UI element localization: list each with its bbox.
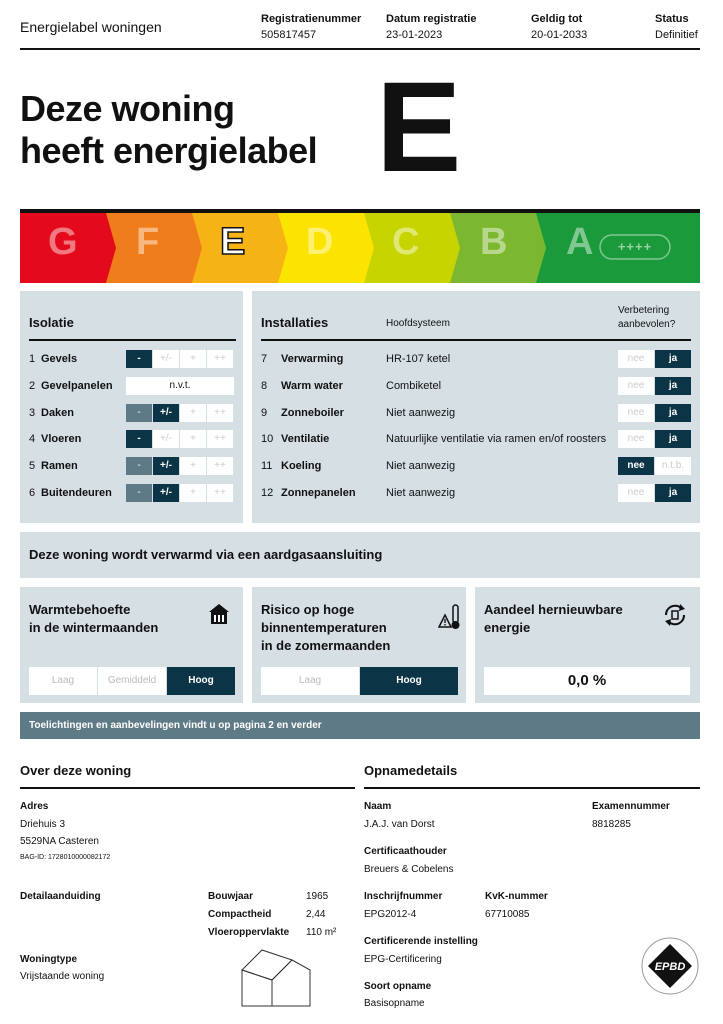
- row-label: Daken: [41, 406, 75, 419]
- kvk-value: 67710085: [485, 909, 530, 920]
- thermometer-warning-icon: [438, 603, 462, 631]
- grade-cell: ++: [207, 457, 233, 475]
- isolatie-grade-cells: [126, 457, 233, 475]
- row-label: Ventilatie: [281, 433, 330, 446]
- scale-class-c: C: [392, 221, 420, 263]
- row-number: 9: [261, 406, 268, 419]
- kvk-label: KvK-nummer: [485, 891, 548, 902]
- verbetering-option: ja: [655, 484, 691, 502]
- scale-top-rule: [20, 209, 700, 213]
- grade-cell: +/-: [153, 404, 179, 422]
- grade-cell: -: [126, 404, 152, 422]
- verbetering-option: nee: [618, 404, 654, 422]
- scale-class-b: B: [480, 221, 508, 263]
- grade-cell: -: [126, 484, 152, 502]
- certificaathouder-value: Breuers & Cobelens: [364, 864, 454, 875]
- inschrijfnummer-label: Inschrijfnummer: [364, 891, 443, 902]
- verbetering-option: ja: [655, 430, 691, 448]
- row-label: Vloeren: [41, 433, 82, 446]
- verbetering-option: ja: [655, 377, 691, 395]
- grade-cell: +/-: [153, 484, 179, 502]
- house-heat-icon: [206, 601, 232, 627]
- bag-id: BAG-ID: 1728010000082172: [20, 854, 111, 861]
- verbetering-option: nee: [618, 484, 654, 502]
- row-number: 11: [261, 460, 273, 473]
- grade-cell: +: [180, 430, 206, 448]
- soort-opname-value: Basisopname: [364, 998, 425, 1009]
- row-label: Buitendeuren: [41, 487, 112, 499]
- isolatie-grade-cells: [126, 350, 233, 368]
- installaties-panel: [252, 291, 700, 523]
- compactheid-value: 2,44: [306, 909, 326, 920]
- row-label: Zonnepanelen: [281, 487, 356, 499]
- row-number: 5: [29, 460, 36, 473]
- risico-title: Risico op hoge binnentemperaturen in de zomermaanden: [261, 602, 391, 653]
- risico-scale: [261, 667, 458, 695]
- scale-class-f: F: [136, 221, 160, 263]
- verbetering-option: nee: [618, 377, 654, 395]
- grade-cell: -: [126, 430, 152, 448]
- verbetering-option: nee: [618, 430, 654, 448]
- verbetering-option: nee: [618, 350, 654, 368]
- row-label: Verwarming: [281, 353, 344, 365]
- isolatie-rule: [29, 339, 236, 341]
- indicator-option: Laag: [29, 667, 97, 695]
- hernieuwbaar-title: Aandeel hernieuwbare energie: [484, 602, 623, 635]
- naam-value: J.A.J. van Dorst: [364, 819, 435, 830]
- verbetering-option: n.t.b.: [655, 457, 691, 475]
- renewable-cycle-icon: [661, 601, 689, 629]
- row-label: Warm water: [281, 379, 343, 392]
- verbetering-header: Verbetering aanbevolen?: [618, 305, 676, 330]
- verbetering-option: ja: [655, 404, 691, 422]
- woning-rule: [20, 787, 355, 789]
- row-label: Koeling: [281, 460, 322, 473]
- hoofdsysteem-header: Hoofdsysteem: [386, 318, 450, 329]
- verwarming-bar: Deze woning wordt verwarmd via een aardgasaansluiting: [20, 532, 700, 578]
- isolatie-title: Isolatie: [29, 315, 74, 330]
- instelling-label: Certificerende instelling: [364, 936, 478, 947]
- grade-cell: ++: [207, 350, 233, 368]
- warmtebehoefte-panel: [20, 587, 243, 703]
- bouwjaar-value: 1965: [306, 891, 329, 902]
- row-number: 12: [261, 487, 274, 499]
- row-system: Combiketel: [386, 379, 442, 392]
- isolatie-row: [29, 376, 113, 396]
- grade-cell: -: [126, 350, 152, 368]
- examennummer-value: 8818285: [592, 819, 631, 830]
- row-number: 8: [261, 379, 268, 392]
- compactheid-label: Compactheid: [208, 909, 272, 920]
- isolatie-row: [29, 456, 78, 476]
- scale-top-badge-text: ++++: [617, 239, 653, 254]
- warmtebehoefte-title: Warmtebehoefte in de wintermaanden: [29, 602, 159, 635]
- indicator-option: Laag: [261, 667, 359, 695]
- row-system: Natuurlijke ventilatie via ramen en/of roosters: [386, 433, 607, 446]
- nvt-cell: n.v.t.: [126, 377, 234, 395]
- row-label: Ramen: [41, 460, 78, 473]
- scale-class-a: A: [566, 221, 594, 263]
- row-number: 4: [29, 433, 36, 446]
- isolatie-grade-cells: [126, 404, 233, 422]
- installatie-row: [261, 376, 621, 396]
- soort-opname-label: Soort opname: [364, 981, 432, 992]
- registratienummer: Registratienummer 505817457: [261, 13, 362, 41]
- installatie-row: [261, 456, 621, 476]
- scale-class-g: G: [48, 221, 78, 263]
- row-number: 7: [261, 353, 268, 365]
- indicator-option: Gemiddeld: [98, 667, 166, 695]
- scale-class-d: D: [306, 221, 334, 263]
- energy-scale: [20, 209, 700, 283]
- grade-cell: +/-: [153, 457, 179, 475]
- grade-cell: -: [126, 457, 152, 475]
- verbetering-toggle: [618, 457, 691, 475]
- isolatie-panel: [20, 291, 243, 523]
- grade-cell: ++: [207, 430, 233, 448]
- isolatie-row: [29, 349, 77, 369]
- status: Status Definitief: [655, 13, 698, 41]
- grade-cell: +: [180, 350, 206, 368]
- grade-cell: +/-: [153, 350, 179, 368]
- isolatie-row: [29, 483, 112, 503]
- naam-label: Naam: [364, 801, 392, 812]
- verbetering-toggle: [618, 484, 691, 502]
- opname-rule: [364, 787, 700, 789]
- hernieuwbaar-panel: [475, 587, 700, 703]
- row-label: Gevelpanelen: [41, 379, 113, 392]
- risico-panel: [252, 587, 466, 703]
- woning-title: Over deze woning: [20, 763, 132, 778]
- toelichting-note: Toelichtingen en aanbevelingen vindt u op pagina 2 en verder: [20, 712, 700, 739]
- verbetering-option: ja: [655, 350, 691, 368]
- installatie-row: [261, 349, 621, 369]
- grade-cell: +: [180, 457, 206, 475]
- verbetering-option: nee: [618, 457, 654, 475]
- energy-scale-graphic: [20, 209, 700, 283]
- inschrijfnummer-value: EPG2012-4: [364, 909, 417, 920]
- adres-straat: Driehuis 3: [20, 819, 66, 830]
- installaties-rule: [261, 339, 691, 341]
- grade-cell: +: [180, 404, 206, 422]
- grade-cell: +/-: [153, 430, 179, 448]
- hernieuwbaar-value: 0,0 %: [484, 667, 690, 695]
- row-number: 10: [261, 433, 274, 446]
- vloeroppervlakte-value: 110 m²: [306, 927, 337, 938]
- energy-label-letter: E: [376, 56, 462, 199]
- row-system: Niet aanwezig: [386, 406, 456, 419]
- row-number: 2: [29, 379, 36, 392]
- instelling-value: EPG-Certificering: [364, 954, 442, 965]
- headline: Deze woning heeft energielabel: [20, 88, 318, 171]
- row-number: 6: [29, 487, 36, 499]
- installaties-title: Installaties: [261, 315, 329, 330]
- detailaanduiding-label: Detailaanduiding: [20, 891, 101, 902]
- geldig-tot: Geldig tot 20-01-2033: [531, 13, 588, 41]
- installatie-row: [261, 429, 621, 449]
- warmtebehoefte-scale: [29, 667, 235, 695]
- datum-registratie: Datum registratie 23-01-2023: [386, 13, 477, 41]
- house-type-icon: [240, 948, 312, 1008]
- vloeroppervlakte-label: Vloeroppervlakte: [208, 927, 290, 938]
- adres-plaats: 5529NA Casteren: [20, 836, 99, 847]
- header-divider: [20, 48, 700, 50]
- adres-label: Adres: [20, 801, 49, 812]
- installatie-row: [261, 483, 621, 503]
- row-system: Niet aanwezig: [386, 460, 456, 473]
- woningtype-value: Vrijstaande woning: [20, 971, 105, 982]
- grade-cell: ++: [207, 404, 233, 422]
- row-system: Niet aanwezig: [386, 487, 456, 499]
- isolatie-grade-cells: [126, 484, 233, 502]
- examennummer-label: Examennummer: [592, 801, 670, 812]
- row-label: Zonneboiler: [281, 406, 344, 419]
- installatie-row: [261, 403, 621, 423]
- opname-title: Opnamedetails: [364, 763, 458, 778]
- grade-cell: +: [180, 484, 206, 502]
- verbetering-toggle: [618, 377, 691, 395]
- woningtype-label: Woningtype: [20, 954, 78, 965]
- verbetering-toggle: [618, 430, 691, 448]
- indicator-option: Hoog: [360, 667, 458, 695]
- isolatie-row: [29, 429, 81, 449]
- scale-class-e: E: [220, 221, 246, 263]
- row-number: 1: [29, 353, 36, 365]
- isolatie-grade-cells: [126, 430, 233, 448]
- isolatie-row: [29, 403, 74, 423]
- verbetering-toggle: [618, 350, 691, 368]
- row-system: HR-107 ketel: [386, 353, 451, 365]
- certificaathouder-label: Certificaathouder: [364, 846, 447, 857]
- indicator-option: Hoog: [167, 667, 235, 695]
- verbetering-toggle: [618, 404, 691, 422]
- epbd-logo: [640, 936, 700, 996]
- document-title: Energielabel woningen: [20, 19, 162, 35]
- svg-text:EPBD: EPBD: [654, 961, 686, 973]
- bouwjaar-label: Bouwjaar: [208, 891, 254, 902]
- row-number: 3: [29, 406, 36, 419]
- grade-cell: ++: [207, 484, 233, 502]
- row-label: Gevels: [41, 353, 78, 365]
